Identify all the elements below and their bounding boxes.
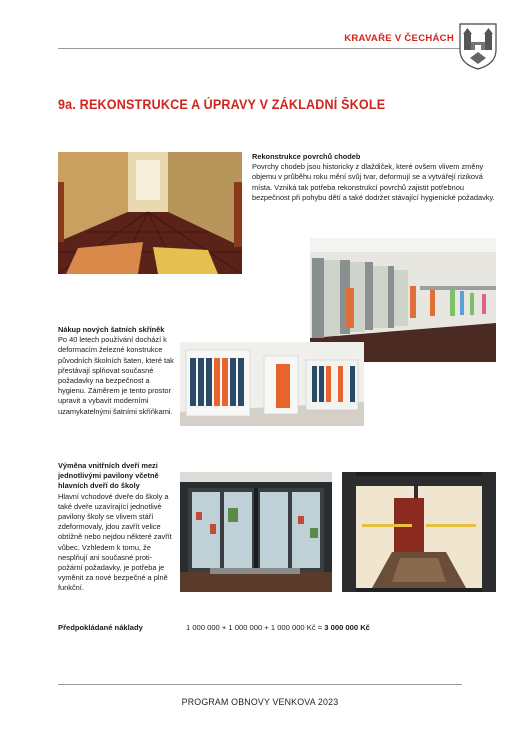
footer-divider	[58, 684, 462, 685]
item-doors-heading: Výměna vnitřních dveří mezi jednotlivými pavilony včetně hlavních dveří do školy	[58, 461, 159, 491]
section-title: 9a. REKONSTRUKCE A ÚPRAVY V ZÁKLADNÍ ŠKOLE	[58, 97, 386, 112]
header-divider	[58, 48, 462, 49]
town-name: KRAVAŘE V ČECHÁCH	[344, 33, 454, 44]
item-corridor	[252, 152, 496, 203]
costs-value	[186, 623, 370, 632]
town-crest-icon	[458, 22, 498, 70]
costs-formula: 1 000 000 + 1 000 000 + 1 000 000 Kč =	[186, 623, 325, 632]
corridor-floor-photo	[58, 152, 242, 274]
costs-label: Předpokládané náklady	[58, 623, 143, 632]
main-entrance-photo	[342, 472, 496, 592]
new-lockers-photo	[180, 342, 364, 426]
item-doors-text: Hlavní vchodové dveře do školy a také dveře uzavírající jednotlivé pavilony školy se vlivem stáří zdeformovaly, jdou zavřít velice obtížně nebo nejdou některé zavřít vůbec. Vzhledem k tomu, že nesplňují ani současné proti-požární požadavky, je potřeba je vyměnit za nové bezpečné a plně funkční.	[58, 491, 172, 593]
item-lockers-text: Po 40 letech používání dochází k deformacím železné konstrukce původních školních šaten, které tak přestávají splňovat současné požadavky na bezpečnost a hygienu. Záměrem je tento prostor upravit a vybavit moderními uzamykatelnými šatními skříňkami.	[58, 335, 174, 416]
footer-text: PROGRAM OBNOVY VENKOVA 2023	[181, 697, 339, 707]
item-lockers	[58, 325, 176, 417]
glass-doors-photo	[180, 472, 332, 592]
item-doors	[58, 461, 176, 594]
item-lockers-heading: Nákup nových šatních skříněk	[58, 325, 165, 334]
costs-total: 3 000 000 Kč	[324, 623, 370, 632]
item-corridor-text: Povrchy chodeb jsou historicky z dlaždiček, které ovšem vlivem změny objemu v průběhu roku mění svůj tvar, deformují se a vytvářejí riziková místa. Vzniká tak potřeba rekonstrukcí povrchů zajistit potřebnou bezpečnost při pohybu dětí a také dodržet stávající hygienické požadavky.	[252, 162, 495, 202]
item-corridor-heading: Rekonstrukce povrchů chodeb	[252, 152, 361, 161]
